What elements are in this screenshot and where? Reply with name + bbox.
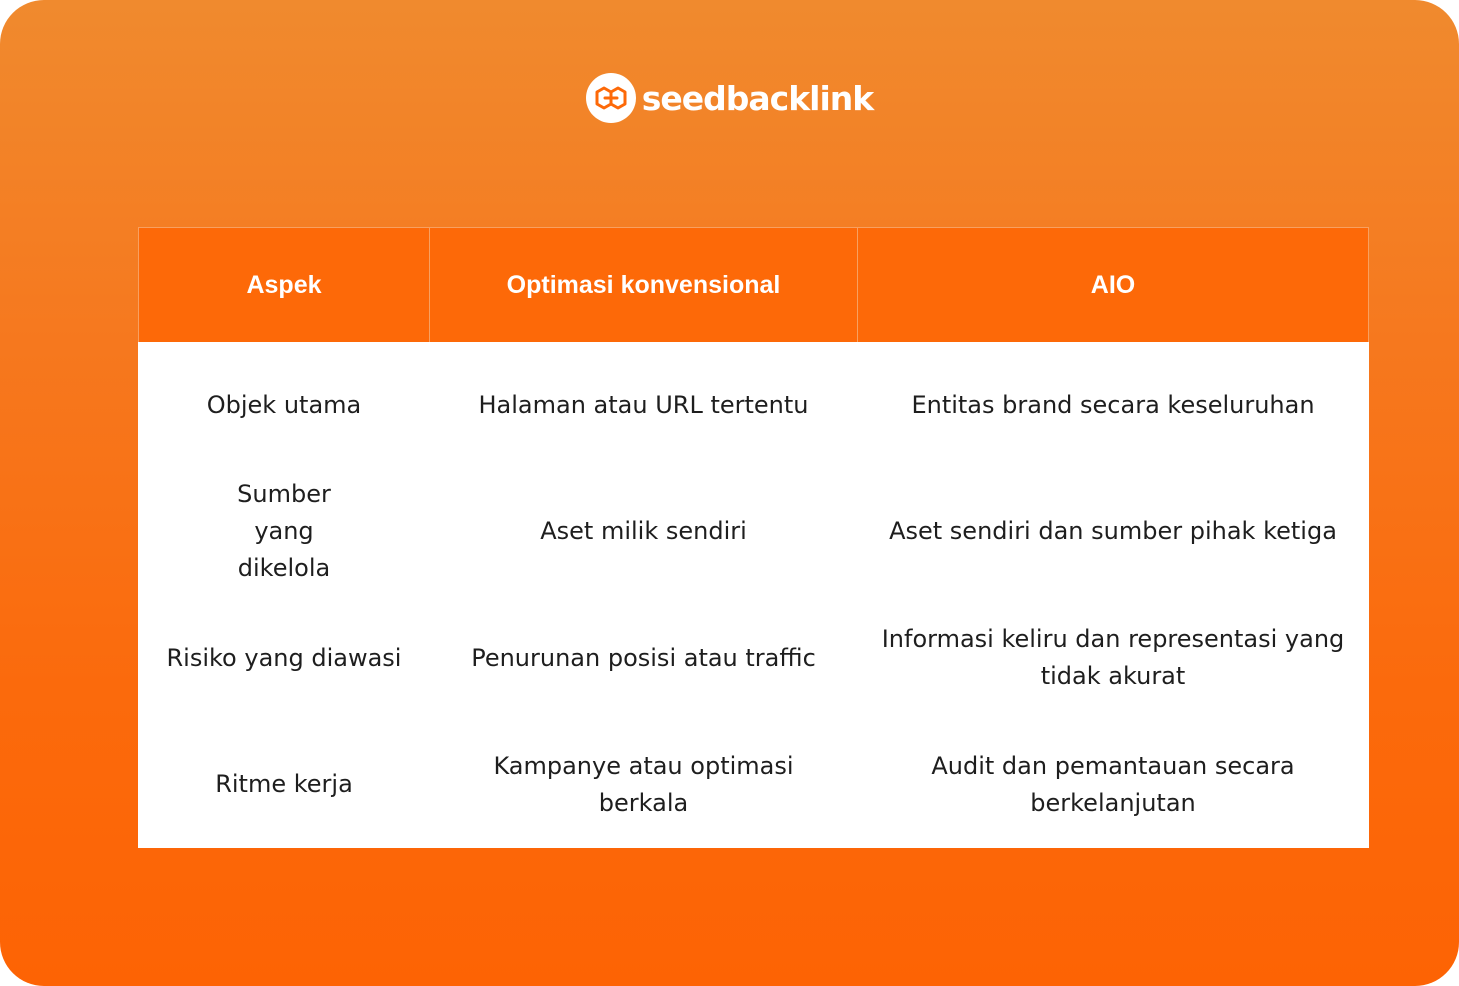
chain-link-icon xyxy=(586,73,636,123)
table-row xyxy=(139,595,1369,722)
header-aspek: Aspek xyxy=(139,228,430,343)
table-cell: Aset milik sendiri xyxy=(430,469,858,596)
table-header-row xyxy=(139,228,1369,343)
table-row xyxy=(139,722,1369,849)
table-cell: Halaman atau URL tertentu xyxy=(430,342,858,469)
comparison-table xyxy=(138,227,1369,848)
table-row xyxy=(139,469,1369,596)
table-cell: Objek utama xyxy=(139,342,430,469)
header-aio: AIO xyxy=(858,228,1369,343)
header-optimasi-konvensional: Optimasi konvensional xyxy=(430,228,858,343)
table-cell: Risiko yang diawasi xyxy=(139,595,430,722)
table-cell: Ritme kerja xyxy=(139,722,430,849)
table-cell: Kampanye atau optimasi berkala xyxy=(430,722,858,849)
table-cell: Entitas brand secara keseluruhan xyxy=(858,342,1369,469)
brand-lockup xyxy=(586,73,874,123)
table-cell: Audit dan pemantauan secara berkelanjutan xyxy=(858,722,1369,849)
table-row xyxy=(139,342,1369,469)
table-cell: Penurunan posisi atau traffic xyxy=(430,595,858,722)
table-cell: Aset sendiri dan sumber pihak ketiga xyxy=(858,469,1369,596)
table-cell: Sumber yang dikelola xyxy=(139,469,430,596)
brand-logo xyxy=(0,72,1459,124)
brand-name: seedbacklink xyxy=(641,78,874,118)
table-cell: Informasi keliru dan representasi yang tidak akurat xyxy=(858,595,1369,722)
